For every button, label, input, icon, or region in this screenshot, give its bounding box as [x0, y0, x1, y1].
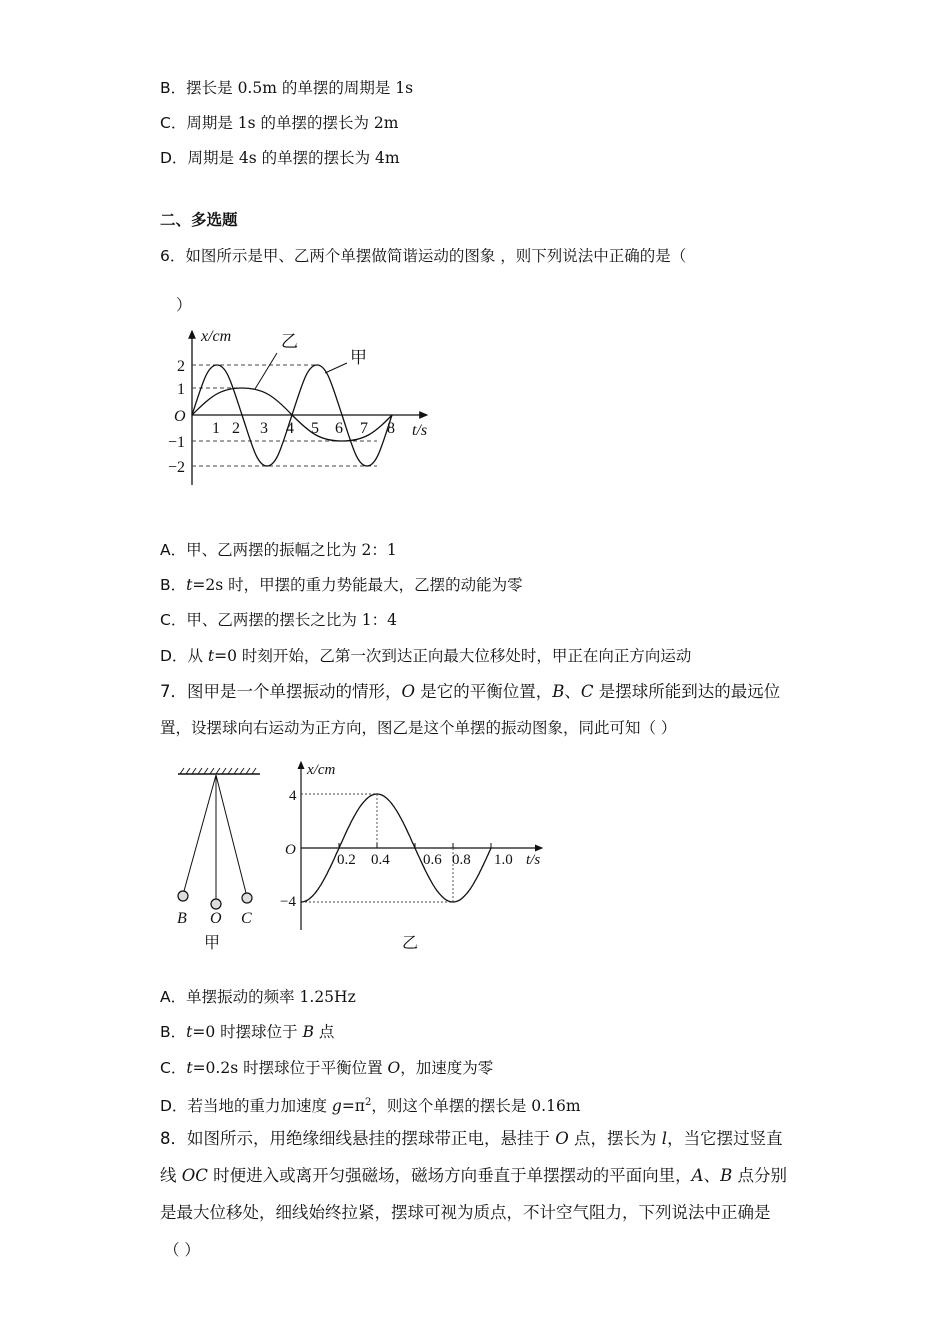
- q7-y-tick-neg: −4: [280, 894, 296, 910]
- q6-origin: O: [174, 408, 186, 425]
- pendulum-ball-o: [211, 899, 221, 909]
- option-q7-a: A．单摆振动的频率 1.25Hz: [160, 988, 356, 1006]
- option-q5-d: D．周期是 4s 的单摆的摆长为 4m: [160, 149, 400, 167]
- q6-y-tick: 1: [177, 381, 185, 398]
- q8-stem-line4: （ ）: [164, 1241, 200, 1259]
- q6-y-tick: −2: [168, 459, 186, 476]
- q7-stem-line1: 7．图甲是一个单摆振动的情形，O 是它的平衡位置，B、C 是摆球所能到达的最远位: [160, 682, 781, 701]
- q6-x-tick: 1: [212, 420, 220, 437]
- q7-x-tick: 1.0: [494, 852, 513, 868]
- q8-stem-line1: 8．如图所示，用绝缘细线悬挂的摆球带正电，悬挂于 O 点，摆长为 l，当它摆过竖直: [160, 1129, 783, 1148]
- pendulum-ball-c: [242, 893, 252, 903]
- pendulum-caption: 甲: [204, 935, 221, 952]
- option-q6-b: B．t=2s 时，甲摆的重力势能最大，乙摆的动能为零: [160, 576, 523, 594]
- option-q5-c: C．周期是 1s 的单摆的摆长为 2m: [160, 114, 399, 132]
- q6-x-tick: 5: [311, 420, 319, 437]
- q7-figure-graph: [280, 758, 550, 953]
- option-q6-a: A．甲、乙两摆的振幅之比为 2：1: [160, 541, 397, 559]
- q7-y-axis-label: x/cm: [307, 762, 336, 778]
- q7-x-tick: 0.8: [452, 852, 471, 868]
- q8-stem-line3: 是最大位移处，细线始终拉紧，摆球可视为质点，不计空气阻力，下列说法中正确是: [160, 1203, 771, 1222]
- q7-origin: O: [285, 842, 296, 858]
- option-q7-d: D．若当地的重力加速度 $g=\pi^2$，则这个单摆的摆长是 0.16m: [160, 1097, 581, 1116]
- q6-x-axis-label: t/s: [412, 422, 428, 439]
- q8-stem-line2: 线 OC 时便进入或离开匀强磁场，磁场方向垂直于单摆摆动的平面向里，A、B 点分别: [160, 1166, 787, 1185]
- q6-x-tick: 6: [335, 420, 343, 437]
- pendulum-label-o: O: [210, 910, 222, 927]
- option-q6-c: C．甲、乙两摆的摆长之比为 1：4: [160, 611, 397, 629]
- q6-x-tick: 8: [387, 420, 395, 437]
- q7-x-tick: 0.2: [337, 852, 356, 868]
- q6-x-tick: 2: [232, 420, 240, 437]
- option-q7-c: C．t=0.2s 时摆球位于平衡位置 O，加速度为零: [160, 1059, 494, 1077]
- q7-x-axis-label: t/s: [526, 852, 541, 868]
- q6-stem-close: ）: [176, 296, 192, 314]
- q6-x-tick: 3: [260, 420, 268, 437]
- option-q6-d: D．从 t=0 时刻开始，乙第一次到达正向最大位移处时，甲正在向正方向运动: [160, 647, 692, 665]
- q6-curve-label-jia: 甲: [350, 348, 367, 367]
- option-q5-b: B．摆长是 0.5m 的单摆的周期是 1s: [160, 79, 414, 97]
- q7-graph-caption: 乙: [402, 935, 419, 952]
- q6-y-tick: 2: [177, 358, 185, 375]
- q6-stem: 6．如图所示是甲、乙两个单摆做简谐运动的图象 ，则下列说法中正确的是（: [160, 247, 687, 265]
- q7-figure-pendulum: [170, 765, 270, 955]
- option-q7-b: B．t=0 时摆球位于 B 点: [160, 1023, 335, 1041]
- q6-figure: [165, 325, 445, 495]
- q7-x-tick: 0.6: [423, 852, 442, 868]
- section-title: 二、多选题: [160, 211, 238, 229]
- pendulum-label-b: B: [177, 910, 187, 927]
- pendulum-label-c: C: [241, 910, 252, 927]
- q6-x-tick: 4: [286, 420, 294, 437]
- pendulum-ball-b: [178, 891, 188, 901]
- q7-stem-line2: 置，设摆球向右运动为正方向，图乙是这个单摆的振动图象，同此可知（ ）: [160, 719, 677, 737]
- q6-y-axis-label: x/cm: [201, 328, 232, 345]
- q7-x-tick: 0.4: [371, 852, 390, 868]
- q6-y-tick: −1: [168, 434, 186, 451]
- q6-curve-label-yi: 乙: [281, 332, 298, 351]
- q7-y-tick-pos: 4: [289, 788, 297, 804]
- q6-x-tick: 7: [360, 420, 368, 437]
